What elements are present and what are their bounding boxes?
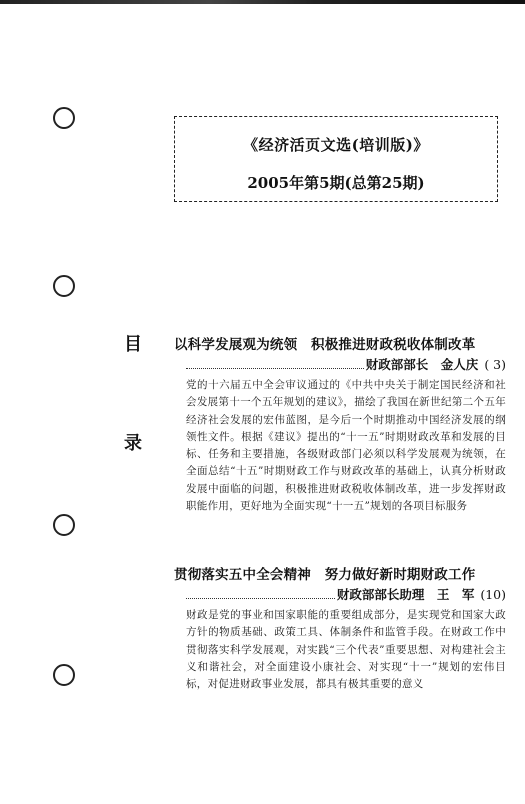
binder-hole-icon <box>53 514 75 536</box>
toc-entry-title[interactable]: 以科学发展观为统领 积极推进财政税收体制改革 <box>174 337 476 353</box>
top-edge-rule <box>0 0 525 4</box>
header-box <box>174 116 498 202</box>
dot-leader <box>186 598 335 599</box>
toc-entry-byline <box>174 585 506 603</box>
issue-number: 2005年第5期(总第25期) <box>247 174 425 192</box>
toc-entry-byline <box>174 355 506 373</box>
toc-entry-author: 财政部部长助理 王 军 <box>336 587 475 602</box>
toc-entry-author: 财政部部长 金人庆 <box>365 357 479 372</box>
binder-hole-icon <box>53 664 75 686</box>
toc-entry-page[interactable]: ( 3) <box>484 357 506 372</box>
toc-entry-title[interactable]: 贯彻落实五中全会精神 努力做好新时期财政工作 <box>174 567 476 583</box>
toc-entry-summary: 财政是党的事业和国家职能的重要组成部分，是实现党和国家大政方针的物质基础、政策工具、体制条件和监管手段。在财政工作中贯彻落实科学发展观，对实践“三个代表”重要思想、对构建社会主义和谐社会，对全面建设小康社会、对实现“十一”规划的宏伟目标，对促进财政事业发展，都具有极其重要的意义 <box>186 609 506 691</box>
binder-hole-icon <box>53 275 75 297</box>
binder-hole-icon <box>53 107 75 129</box>
contents-label-char-1: 目 <box>124 334 142 355</box>
toc-entry <box>174 563 506 693</box>
toc-entry-summary: 党的十六届五中全会审议通过的《中共中央关于制定国民经济和社会发展第十一个五年规划的建议》，描绘了我国在新世纪第二个五年经济社会发展的宏伟蓝图，是今后一个时期推动中国经济发展的纲领性文件。根据《建议》提出的“十一五”时期财政改革和发展的目标、任务和主要措施，各级财政部门必须以科学发展观为统领，在全面总结“十五”时期财政工作与财政改革的基础上，认真分析财政发展中面临的问题，积极推进财政税收体制改革，进一步发挥财政职能作用，更好地为全面实现“十一五”规划的各项目标服务 <box>186 379 506 513</box>
publication-title: 《经济活页文选(培训版)》 <box>243 136 429 154</box>
toc-entry-page[interactable]: (10) <box>480 587 506 602</box>
dot-leader <box>186 368 364 369</box>
contents-label-char-2: 录 <box>124 433 142 454</box>
toc-entry <box>174 333 506 515</box>
